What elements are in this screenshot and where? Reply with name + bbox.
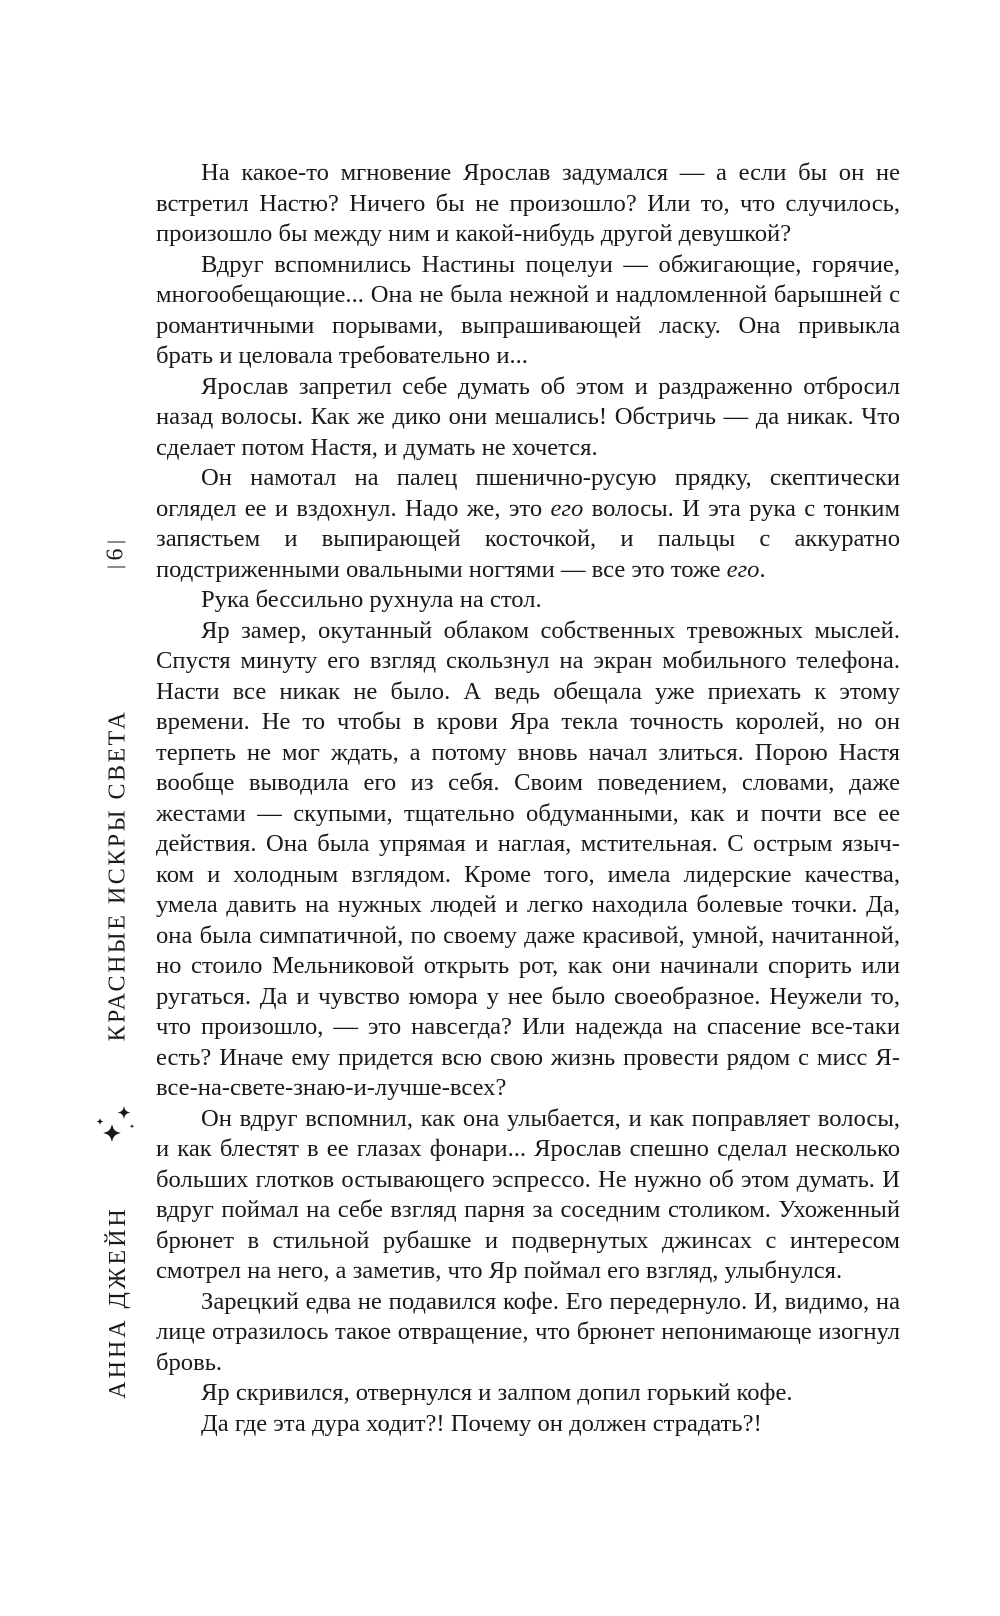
sparkle-tiny [130,1124,134,1128]
paragraph [156,463,900,585]
running-head-author [90,1195,146,1410]
sparkle-small [97,1118,104,1125]
page-number-rotated [103,541,130,567]
paragraph-text: Зарецкий едва не подавился кофе. Его передернуло. И, видимо, на лице отразилось такое отвращение, что брюнет непонимающе изогнул бровь. [156,1287,900,1376]
emphasis-text: его [726,555,760,583]
paragraph [156,585,900,616]
paragraph [156,250,900,372]
page-number-rule-right [107,541,125,542]
paragraph-text: Яр скривился, отвернулся и залпом допил горький кофе. [201,1379,793,1406]
paragraph [156,1104,900,1287]
paragraph-text: Яр замер, окутанный облаком собственных тревожных мыслей. Спустя минуту его взгляд скользнул на экран мобильного телефона. Насти все никак не было. А ведь обещала уже приехать к этому времени. Не то чтобы в крови Яра текла точность королей, но он терпеть не мог ждать, а потому вновь начал злиться. Порою Настя вообще выводила его из себя. Своим поведением, словами, даже жестами — скупыми, тщательно обдуманными, как и почти все ее действия. Она была упрямая и наглая, мстительная. С острым язычком и холодным взглядом. Кроме того, имела лидерские качества, умела давить на нужных людей и легко находила болевые точки. Да, она была симпатичной, по своему даже красивой, умной, начитанной, но стоило Мельниковой открыть рот, как они начинали спорить или ругаться. Да и чувство юмора у нее было своеобразное. Неужели то, что произошло, — это навсегда? Или надежда на спасение все-таки есть? Иначе ему придется всю свою жизнь провести рядом с мисс Я-все-на-свете-знаю-и-лучше-всех? [156,616,900,1101]
paragraph-text: Вдруг вспомнились Настины поцелуи — обжигающие, горячие, многообещающие... Она не была нежной и надломленной барышней с романтичными порывами, выпрашивающей ласку. Она привыкла брать и целовала требовательно и... [156,250,900,369]
paragraph [156,372,900,464]
paragraph-text: волосы. И эта рука с тонким запястьем и выпирающей косточкой, и пальцы с аккуратно подстриженными овальными ногтями — все это тоже [156,494,901,583]
paragraph-text: Он намотал на палец пшенично-русую прядку, скептически оглядел ее и вздохнул. Надо же, это [156,464,900,522]
sparkle-medium [118,1106,131,1119]
page-number-text: 6 [102,548,129,560]
book-title-text: КРАСНЫЕ ИСКРЫ СВЕТА [104,709,131,1041]
paragraph [156,158,900,250]
body-text [156,158,900,1439]
paragraph-text: Он вдруг вспомнил, как она улыбается, и как поправляет волосы, и как блестят в ее глазах фонари... Ярослав спешно сделал несколько больших глотков остывающего эспрессо. Не нужно об этом думать. И вдруг поймал на себе взгляд парня за соседним столиком. Ухоженный брюнет в стильной рубашке и подвернутых джинсах с интересом смотрел на него, а заметив, что Яр поймал его взгляд, улыбнулся. [156,1104,900,1284]
paragraph-text: . [759,555,766,583]
page-number-rule-left [107,566,125,567]
sparkle-stars-icon [90,1098,138,1146]
paragraph [156,1287,900,1379]
paragraph-text: Ярослав запретил себе думать об этом и раздраженно отбросил назад волосы. Как же дико они мешались! Обстричь — да никак. Что сделает потом Настя, и думать не хочется. [156,372,900,461]
paragraph [156,1409,900,1440]
paragraph [156,1378,900,1409]
paragraph-text: На какое-то мгновение Ярослав задумался — а если бы он не встретил Настю? Ничего бы не произошло? Или то, что случилось, произошло бы между ним и какой-нибудь другой девушкой? [156,159,900,247]
paragraph-text: Да где эта дура ходит?! Почему он должен страдать?! [201,1409,762,1437]
running-head-book-title [90,700,146,1050]
page-number [96,526,136,582]
paragraph-text: Рука бессильно рухнула на стол. [201,586,542,613]
paragraph [156,616,900,1104]
emphasis-text: его [550,494,584,522]
sparkle-large [103,1124,121,1142]
author-name-text: АННА ДЖЕЙН [104,1206,131,1399]
